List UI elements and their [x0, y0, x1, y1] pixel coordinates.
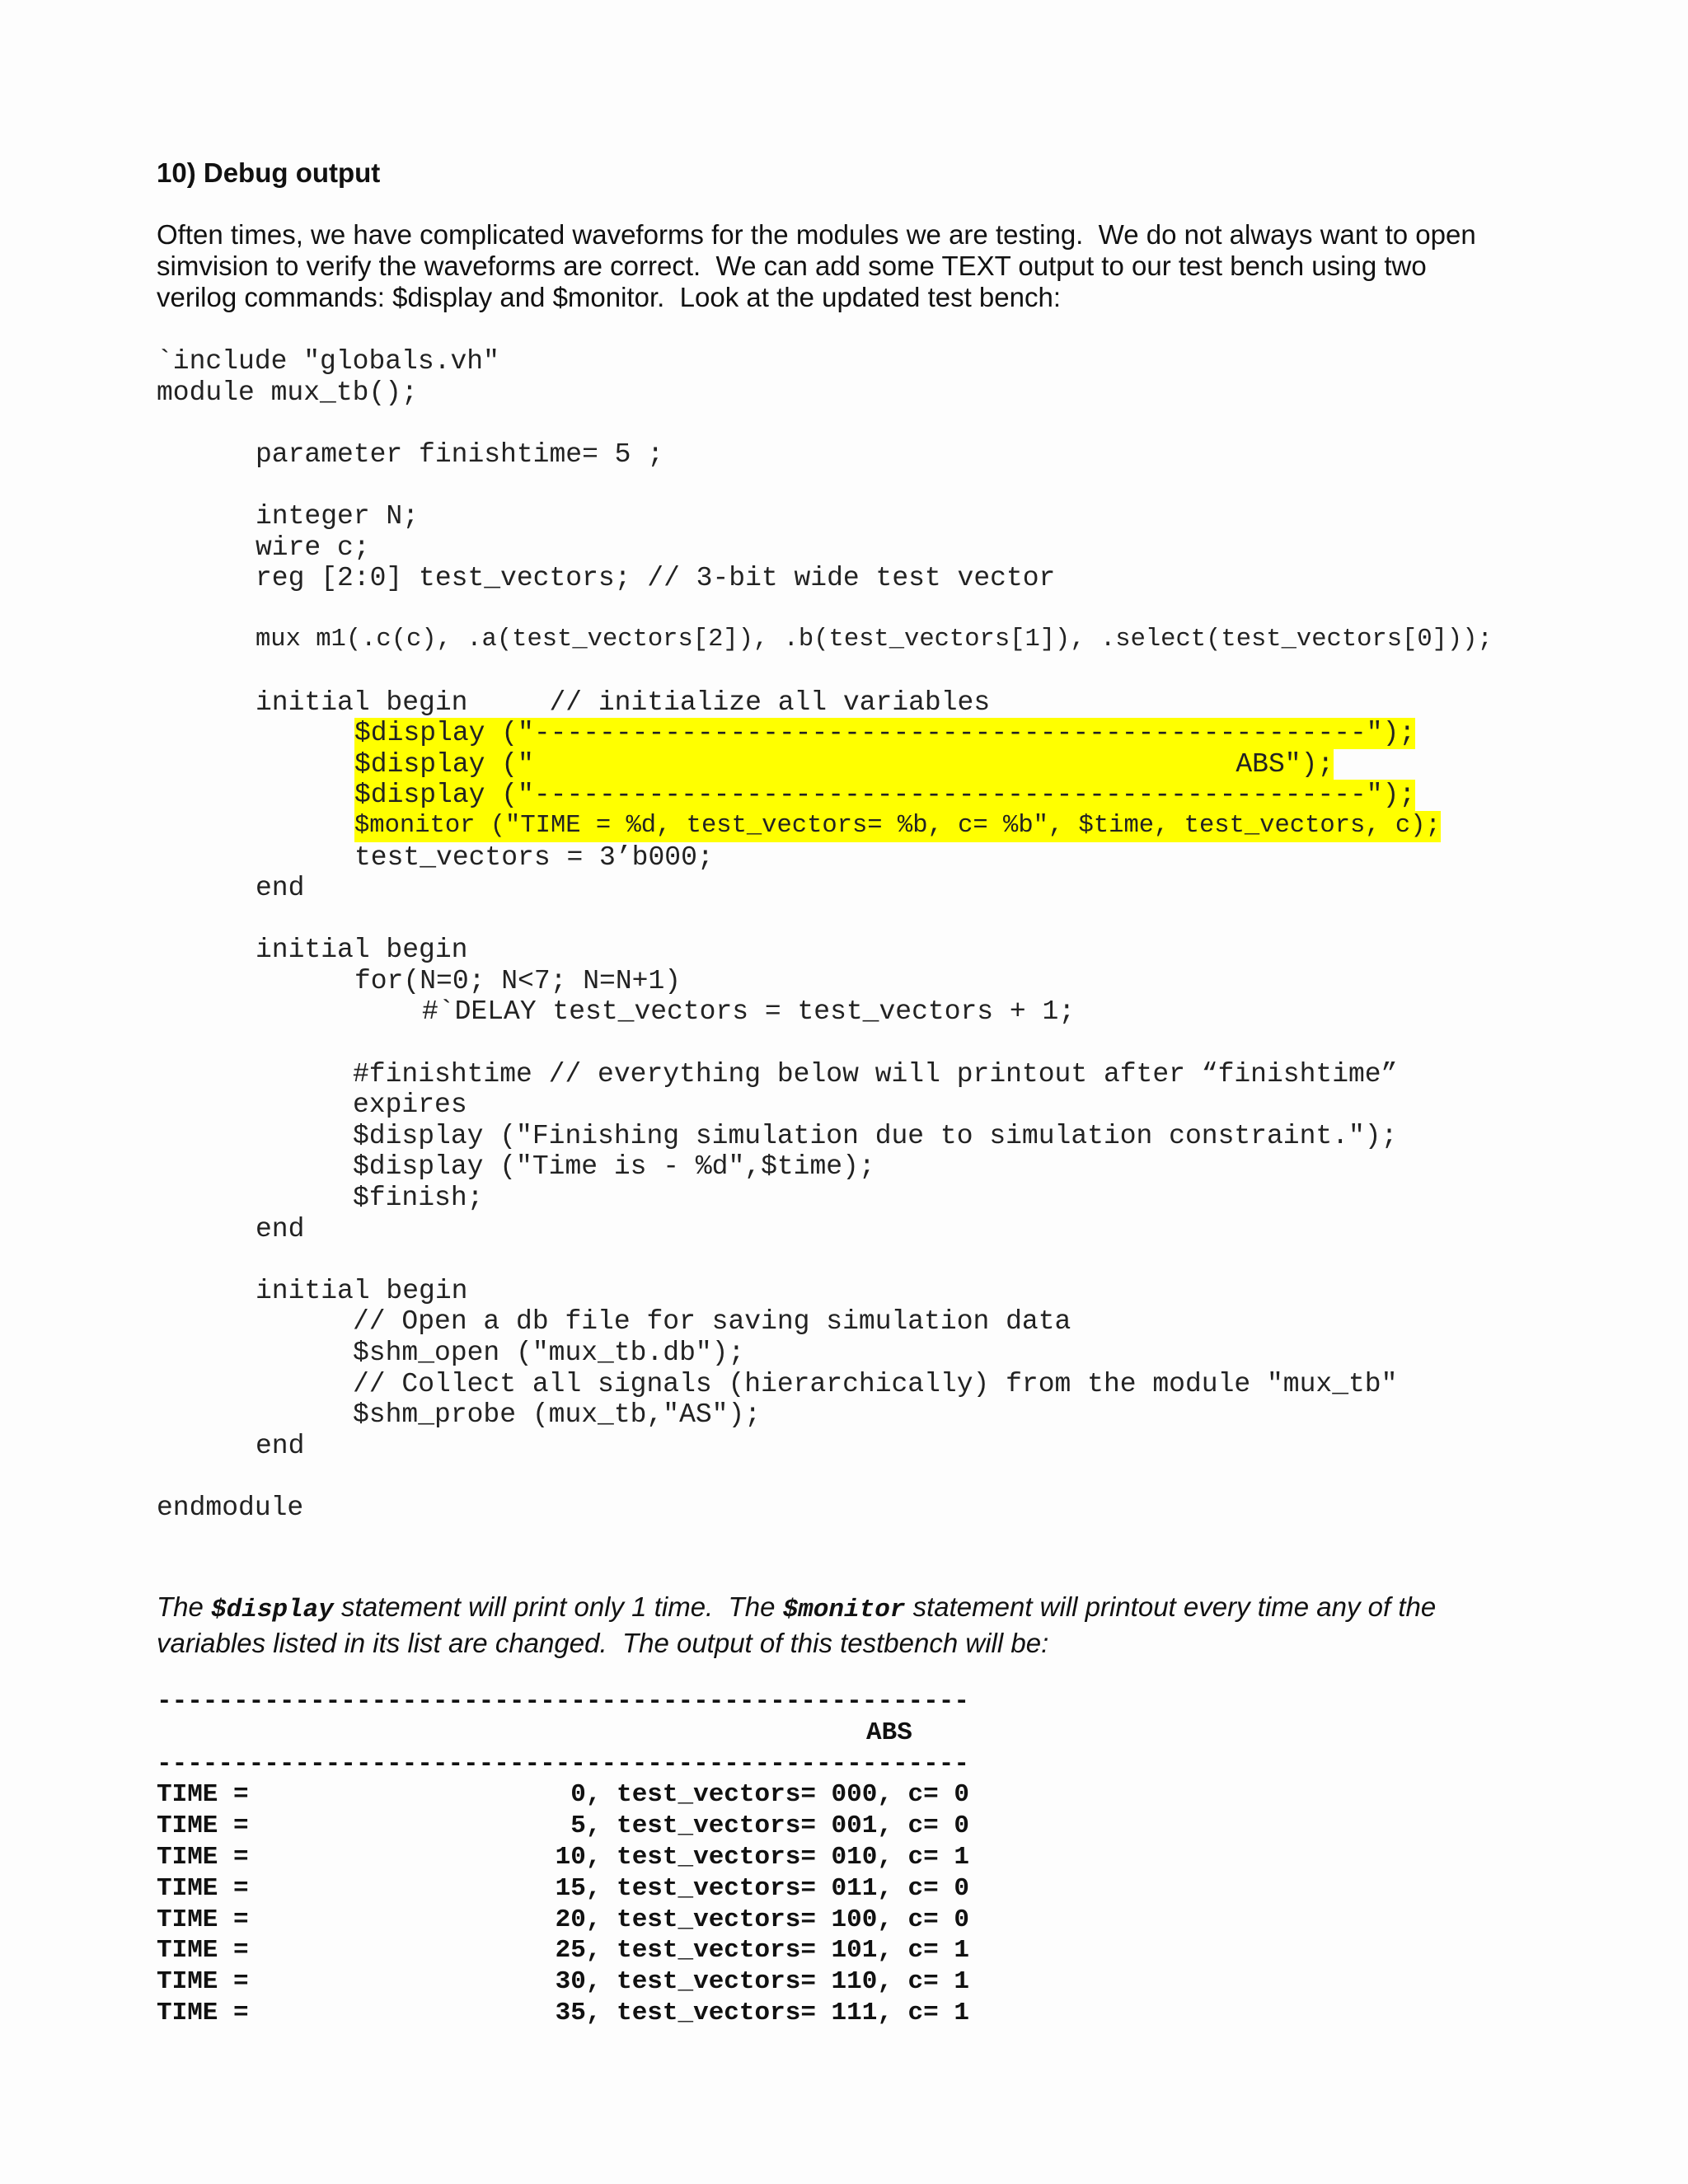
code-line: module mux_tb(); [157, 377, 418, 408]
code-line: mux m1(.c(c), .a(test_vectors[2]), .b(test_vectors[1]), .select(test_vectors[0])); [256, 626, 1493, 654]
code-line: end [256, 1213, 305, 1244]
blank-line [157, 1028, 1558, 1059]
code-line: end [256, 873, 305, 904]
code-line: integer N; [256, 500, 420, 532]
simulation-output [157, 1686, 969, 2029]
code-line: expires [353, 1090, 467, 1121]
highlighted-code: $display ("---------------------------------------------------"); [354, 780, 1416, 811]
code-line: endmodule [157, 1492, 304, 1523]
note-line [157, 1591, 1574, 1627]
section-heading: 10) Debug output [157, 157, 381, 188]
code-line: $finish; [353, 1183, 484, 1214]
output-row: TIME = 25, test_vectors= 101, c= 1 [157, 1936, 969, 1966]
blank-line [157, 594, 1558, 626]
output-row: TIME = 35, test_vectors= 111, c= 1 [157, 1998, 969, 2027]
code-line: #`DELAY test_vectors = test_vectors + 1; [422, 996, 1076, 1028]
code-line: initial begin [256, 935, 468, 966]
code-line: initial begin // initialize all variables [256, 687, 991, 718]
note-text: statement will print only 1 time. The [333, 1591, 783, 1622]
code-line: test_vectors = 3’b000; [354, 841, 714, 873]
intro-line: simvision to verify the waveforms are correct. We can add some TEXT output to our test bench using two [157, 251, 1427, 281]
output-row: TIME = 20, test_vectors= 100, c= 0 [157, 1905, 969, 1934]
output-row: TIME = 30, test_vectors= 110, c= 1 [157, 1967, 969, 1997]
output-row: TIME = 15, test_vectors= 011, c= 0 [157, 1873, 969, 1903]
highlighted-code: $display ("---------------------------------------------------"); [354, 718, 1416, 749]
note-text: statement will printout every time any of the [905, 1591, 1437, 1622]
blank-line [157, 1461, 1558, 1493]
output-abs-header: ABS [866, 1718, 912, 1747]
output-row: TIME = 10, test_vectors= 010, c= 1 [157, 1842, 969, 1872]
blank-line [157, 656, 1558, 687]
code-line: reg [2:0] test_vectors; // 3-bit wide test vector [256, 563, 1056, 594]
code-line: $display ("Time is - %d",$time); [353, 1151, 875, 1183]
blank-line [157, 408, 1558, 439]
highlighted-code: $monitor ("TIME = %d, test_vectors= %b, c= %b", $time, test_vectors, c); [354, 811, 1441, 842]
output-row: TIME = 5, test_vectors= 001, c= 0 [157, 1811, 969, 1841]
code-line: end [256, 1430, 305, 1461]
inline-code: $display [211, 1596, 334, 1624]
output-row: TIME = 0, test_vectors= 000, c= 0 [157, 1780, 969, 1810]
blank-line [157, 904, 1558, 935]
code-line: for(N=0; N<7; N=N+1) [354, 965, 682, 996]
blank-line [157, 1244, 1558, 1276]
output-explanation [157, 1591, 1574, 1660]
code-line: initial begin [256, 1275, 468, 1306]
code-line: $display ("Finishing simulation due to simulation constraint."); [353, 1120, 1398, 1151]
code-line: wire c; [256, 532, 370, 563]
code-line: // Open a db file for saving simulation data [353, 1306, 1071, 1338]
note-text: The [157, 1591, 212, 1622]
code-line: // Collect all signals (hierarchically) from the module "mux_tb" [353, 1368, 1398, 1399]
intro-line: Often times, we have complicated waveforms for the modules we are testing. We do not always want to open [157, 219, 1476, 250]
code-line: $shm_open ("mux_tb.db"); [353, 1338, 745, 1368]
code-line: parameter finishtime= 5 ; [256, 438, 664, 470]
output-divider: ----------------------------------------------------- [157, 1749, 969, 1779]
highlighted-code: $display (" ABS"); [354, 748, 1334, 780]
code-line: $shm_probe (mux_tb,"AS"); [353, 1399, 762, 1431]
intro-paragraph [157, 219, 1558, 313]
code-line: `include "globals.vh" [157, 346, 499, 377]
note-line: variables listed in its list are changed. The output of this testbench will be: [157, 1628, 1049, 1658]
code-line: #finishtime // everything below will printout after “finishtime” [353, 1058, 1398, 1090]
inline-code: $monitor [782, 1596, 906, 1624]
testbench-code [157, 346, 1558, 1524]
blank-line [157, 470, 1558, 501]
output-divider: ----------------------------------------------------- [157, 1687, 969, 1716]
intro-line: verilog commands: $display and $monitor. Look at the updated test bench: [157, 282, 1062, 312]
